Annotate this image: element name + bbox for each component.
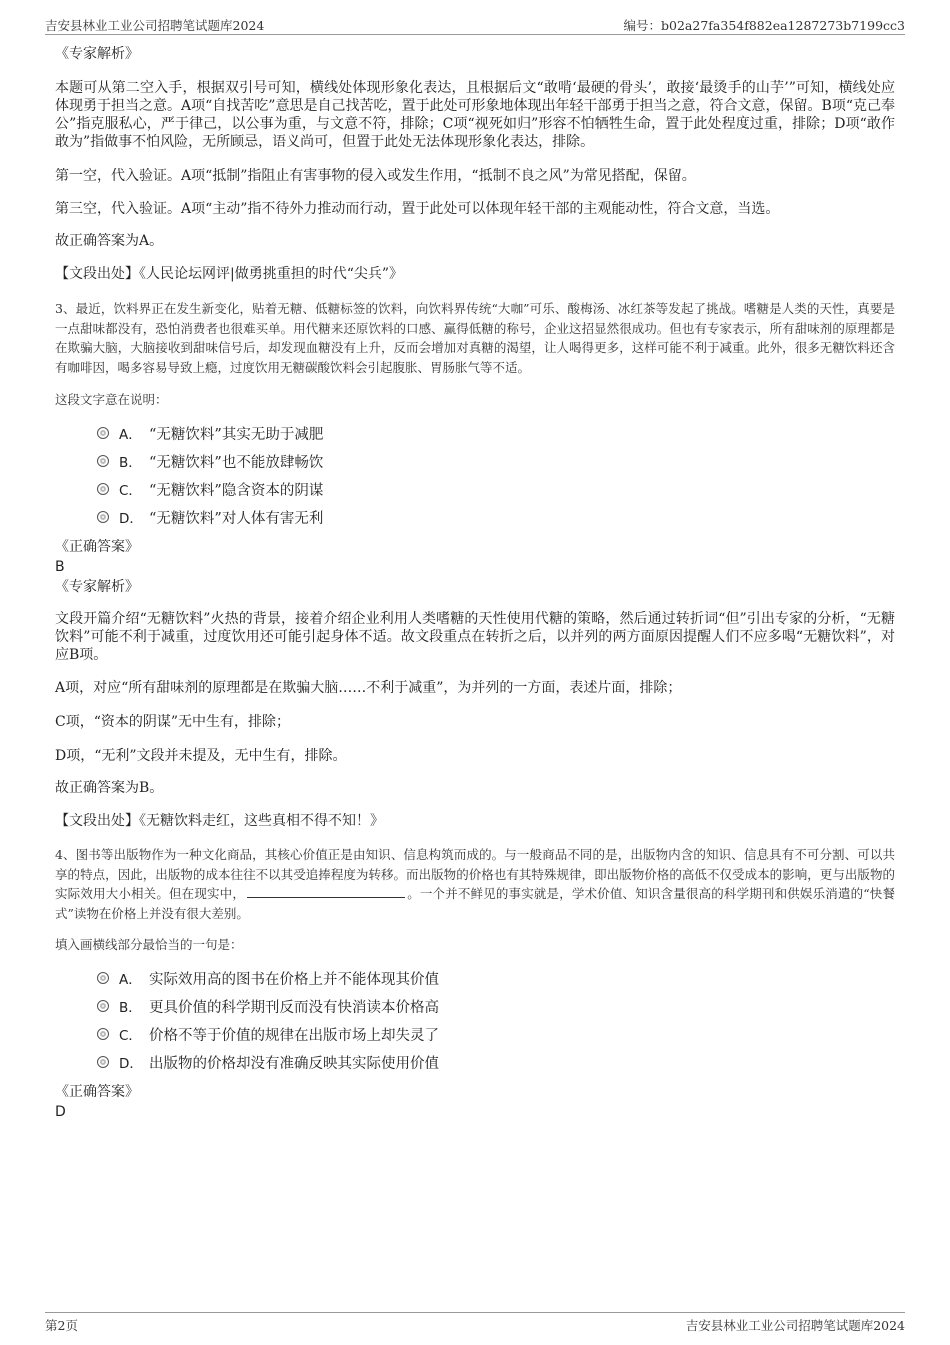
footer-title: 吉安县林业工业公司招聘笔试题库2024 <box>685 1318 905 1333</box>
q2-conclusion: 故正确答案为A。 <box>55 233 164 249</box>
q3-option-d[interactable] <box>97 503 895 531</box>
q4-stem-before: 4、图书等出版物作为一种文化商品，其核心价值正是由知识、信息构筑而成的。与一般商品不同的是，出版物内含的知识、信息具有不可分割、可以共享的特点，因此，出版物的成本往往不以其受追捧程度为转移。而出版物的价格也有其特殊规律，即出版物价格的高低不仅受成本的影响，更与出版物的实际效用大小相关。但在现实中， <box>55 847 895 901</box>
q4-option-a[interactable] <box>97 964 895 992</box>
q3-option-c[interactable] <box>97 475 895 503</box>
q3-stem: 3、最近，饮料界正在发生新变化，贴着无糖、低糖标签的饮料，向饮料界传统“大咖”可乐、酸梅汤、冰红茶等发起了挑战。嗜糖是人类的天性，真要是一点甜味都没有，恐怕消费者也很难买单。用代糖来还原饮料的口感、赢得低糖的称号，企业这招显然很成功。但也有专家表示，所有甜味剂的原理都是在欺骗大脑，大脑接收到甜味信号后，却发现血糖没有上升，反而会增加对真糖的渴望，让人喝得更多，这样可能不利于减重。此外，很多无糖饮料还含有咖啡因，喝多容易导致上瘾，过度饮用无糖碳酸饮料会引起腹胀、胃肠胀气等不适。 <box>55 301 895 375</box>
option-letter: A． <box>119 972 142 988</box>
radio-icon[interactable] <box>97 427 109 439</box>
q2-analysis-p3: 第三空，代入验证。A项“主动”指不待外力推动而行动，置于此处可以体现年轻干部的主观能动性，符合文意，当选。 <box>55 201 780 217</box>
fill-blank <box>247 885 405 898</box>
option-text: 实际效用高的图书在价格上并不能体现其价值 <box>149 971 439 988</box>
q2-source: 【文段出处】《人民论坛网评|做勇挑重担的时代“尖兵”》 <box>55 266 404 282</box>
option-letter: D． <box>119 511 143 527</box>
q3-analysis-p3: C项，“资本的阴谋”无中生有，排除； <box>55 714 291 730</box>
option-letter: B． <box>119 455 142 471</box>
option-text: 价格不等于价值的规律在出版市场上却失灵了 <box>149 1027 439 1044</box>
radio-icon[interactable] <box>97 1056 109 1068</box>
option-text: 更具价值的科学期刊反而没有快消读本价格高 <box>149 999 439 1016</box>
q3-options <box>55 419 895 531</box>
q2-analysis-p1: 本题可从第二空入手，根据双引号可知，横线处体现形象化表达，且根据后文“敢啃‘最硬的骨头’，敢接‘最烫手的山芋’”可知，横线处应体现勇于担当之意。A项“自找苦吃”意思是自己找苦吃，置于此处可形象地体现出年轻干部勇于担当之意，符合文意，保留。B项“克己奉公”指克服私心，严于律己，以公事为重，与文意不符，排除；C项“视死如归”形容不怕牺牲生命，置于此处程度过重，排除；D项“敢作敢为”指做事不怕风险，无所顾忌，语义尚可，但置于此处无法体现形象化表达，排除。 <box>55 80 895 150</box>
q2-analysis-label: 《专家解析》 <box>55 46 139 62</box>
radio-icon[interactable] <box>97 511 109 523</box>
q3-analysis-p1: 文段开篇介绍“无糖饮料”火热的背景，接着介绍企业利用人类嗜糖的天性使用代糖的策略，然后通过转折词“但”引出专家的分析，“无糖饮料”可能不利于减重，过度饮用还可能引起身体不适。故文段重点在转折之后，以并列的两方面原因提醒人们不应多喝“无糖饮料”，对应B项。 <box>55 611 895 663</box>
option-letter: D． <box>119 1056 143 1072</box>
option-text: “无糖饮料”其实无助于减肥 <box>149 426 324 443</box>
radio-icon[interactable] <box>97 972 109 984</box>
q3-analysis-p4: D项，“无利”文段并未提及，无中生有，排除。 <box>55 748 347 764</box>
q3-conclusion: 故正确答案为B。 <box>55 780 164 796</box>
q4-stem <box>55 845 895 923</box>
q3-option-a[interactable] <box>97 419 895 447</box>
q3-answer-label: 《正确答案》 <box>55 539 139 555</box>
option-text: “无糖饮料”对人体有害无利 <box>149 510 324 527</box>
q3-source: 【文段出处】《无糖饮料走红，这些真相不得不知！》 <box>55 813 384 829</box>
q4-answer-label: 《正确答案》 <box>55 1084 139 1100</box>
page-content <box>55 44 895 1122</box>
q4-options <box>55 964 895 1076</box>
radio-icon[interactable] <box>97 483 109 495</box>
q4-option-b[interactable] <box>97 992 895 1020</box>
q4-answer: D <box>55 1104 66 1120</box>
q3-answer: B <box>55 559 65 575</box>
option-text: 出版物的价格却没有准确反映其实际使用价值 <box>149 1055 439 1072</box>
option-letter: B． <box>119 1000 142 1016</box>
q3-prompt: 这段文字意在说明： <box>55 392 168 407</box>
q4-stem-after: 。一个并不鲜见的事实就是，学术价值、知识含量很高的科学期刊和供娱乐消遣的“快餐式”读物在价格上并没有很大差别。 <box>55 886 895 921</box>
page-header <box>45 14 905 35</box>
q3-analysis-p2: A项，对应“所有甜味剂的原理都是在欺骗大脑……不利于减重”，为并列的一方面，表述片面，排除； <box>55 680 682 696</box>
q4-option-d[interactable] <box>97 1048 895 1076</box>
option-text: “无糖饮料”也不能放肆畅饮 <box>149 454 324 471</box>
option-letter: A． <box>119 427 142 443</box>
option-text: “无糖饮料”隐含资本的阴谋 <box>149 482 324 499</box>
q4-prompt: 填入画横线部分最恰当的一句是： <box>55 937 243 952</box>
radio-icon[interactable] <box>97 1028 109 1040</box>
header-serial: 编号：b02a27fa354f882ea1287273b7199cc3 <box>623 18 905 33</box>
page-footer <box>45 1312 905 1335</box>
header-title: 吉安县林业工业公司招聘笔试题库2024 <box>45 18 265 33</box>
radio-icon[interactable] <box>97 455 109 467</box>
q4-option-c[interactable] <box>97 1020 895 1048</box>
option-letter: C． <box>119 1028 142 1044</box>
footer-page-number: 第2页 <box>45 1318 78 1333</box>
option-letter: C． <box>119 483 142 499</box>
q2-analysis-p2: 第一空，代入验证。A项“抵制”指阻止有害事物的侵入或发生作用，“抵制不良之风”为常见搭配，保留。 <box>55 168 696 184</box>
q3-option-b[interactable] <box>97 447 895 475</box>
q3-analysis-label: 《专家解析》 <box>55 579 139 595</box>
radio-icon[interactable] <box>97 1000 109 1012</box>
